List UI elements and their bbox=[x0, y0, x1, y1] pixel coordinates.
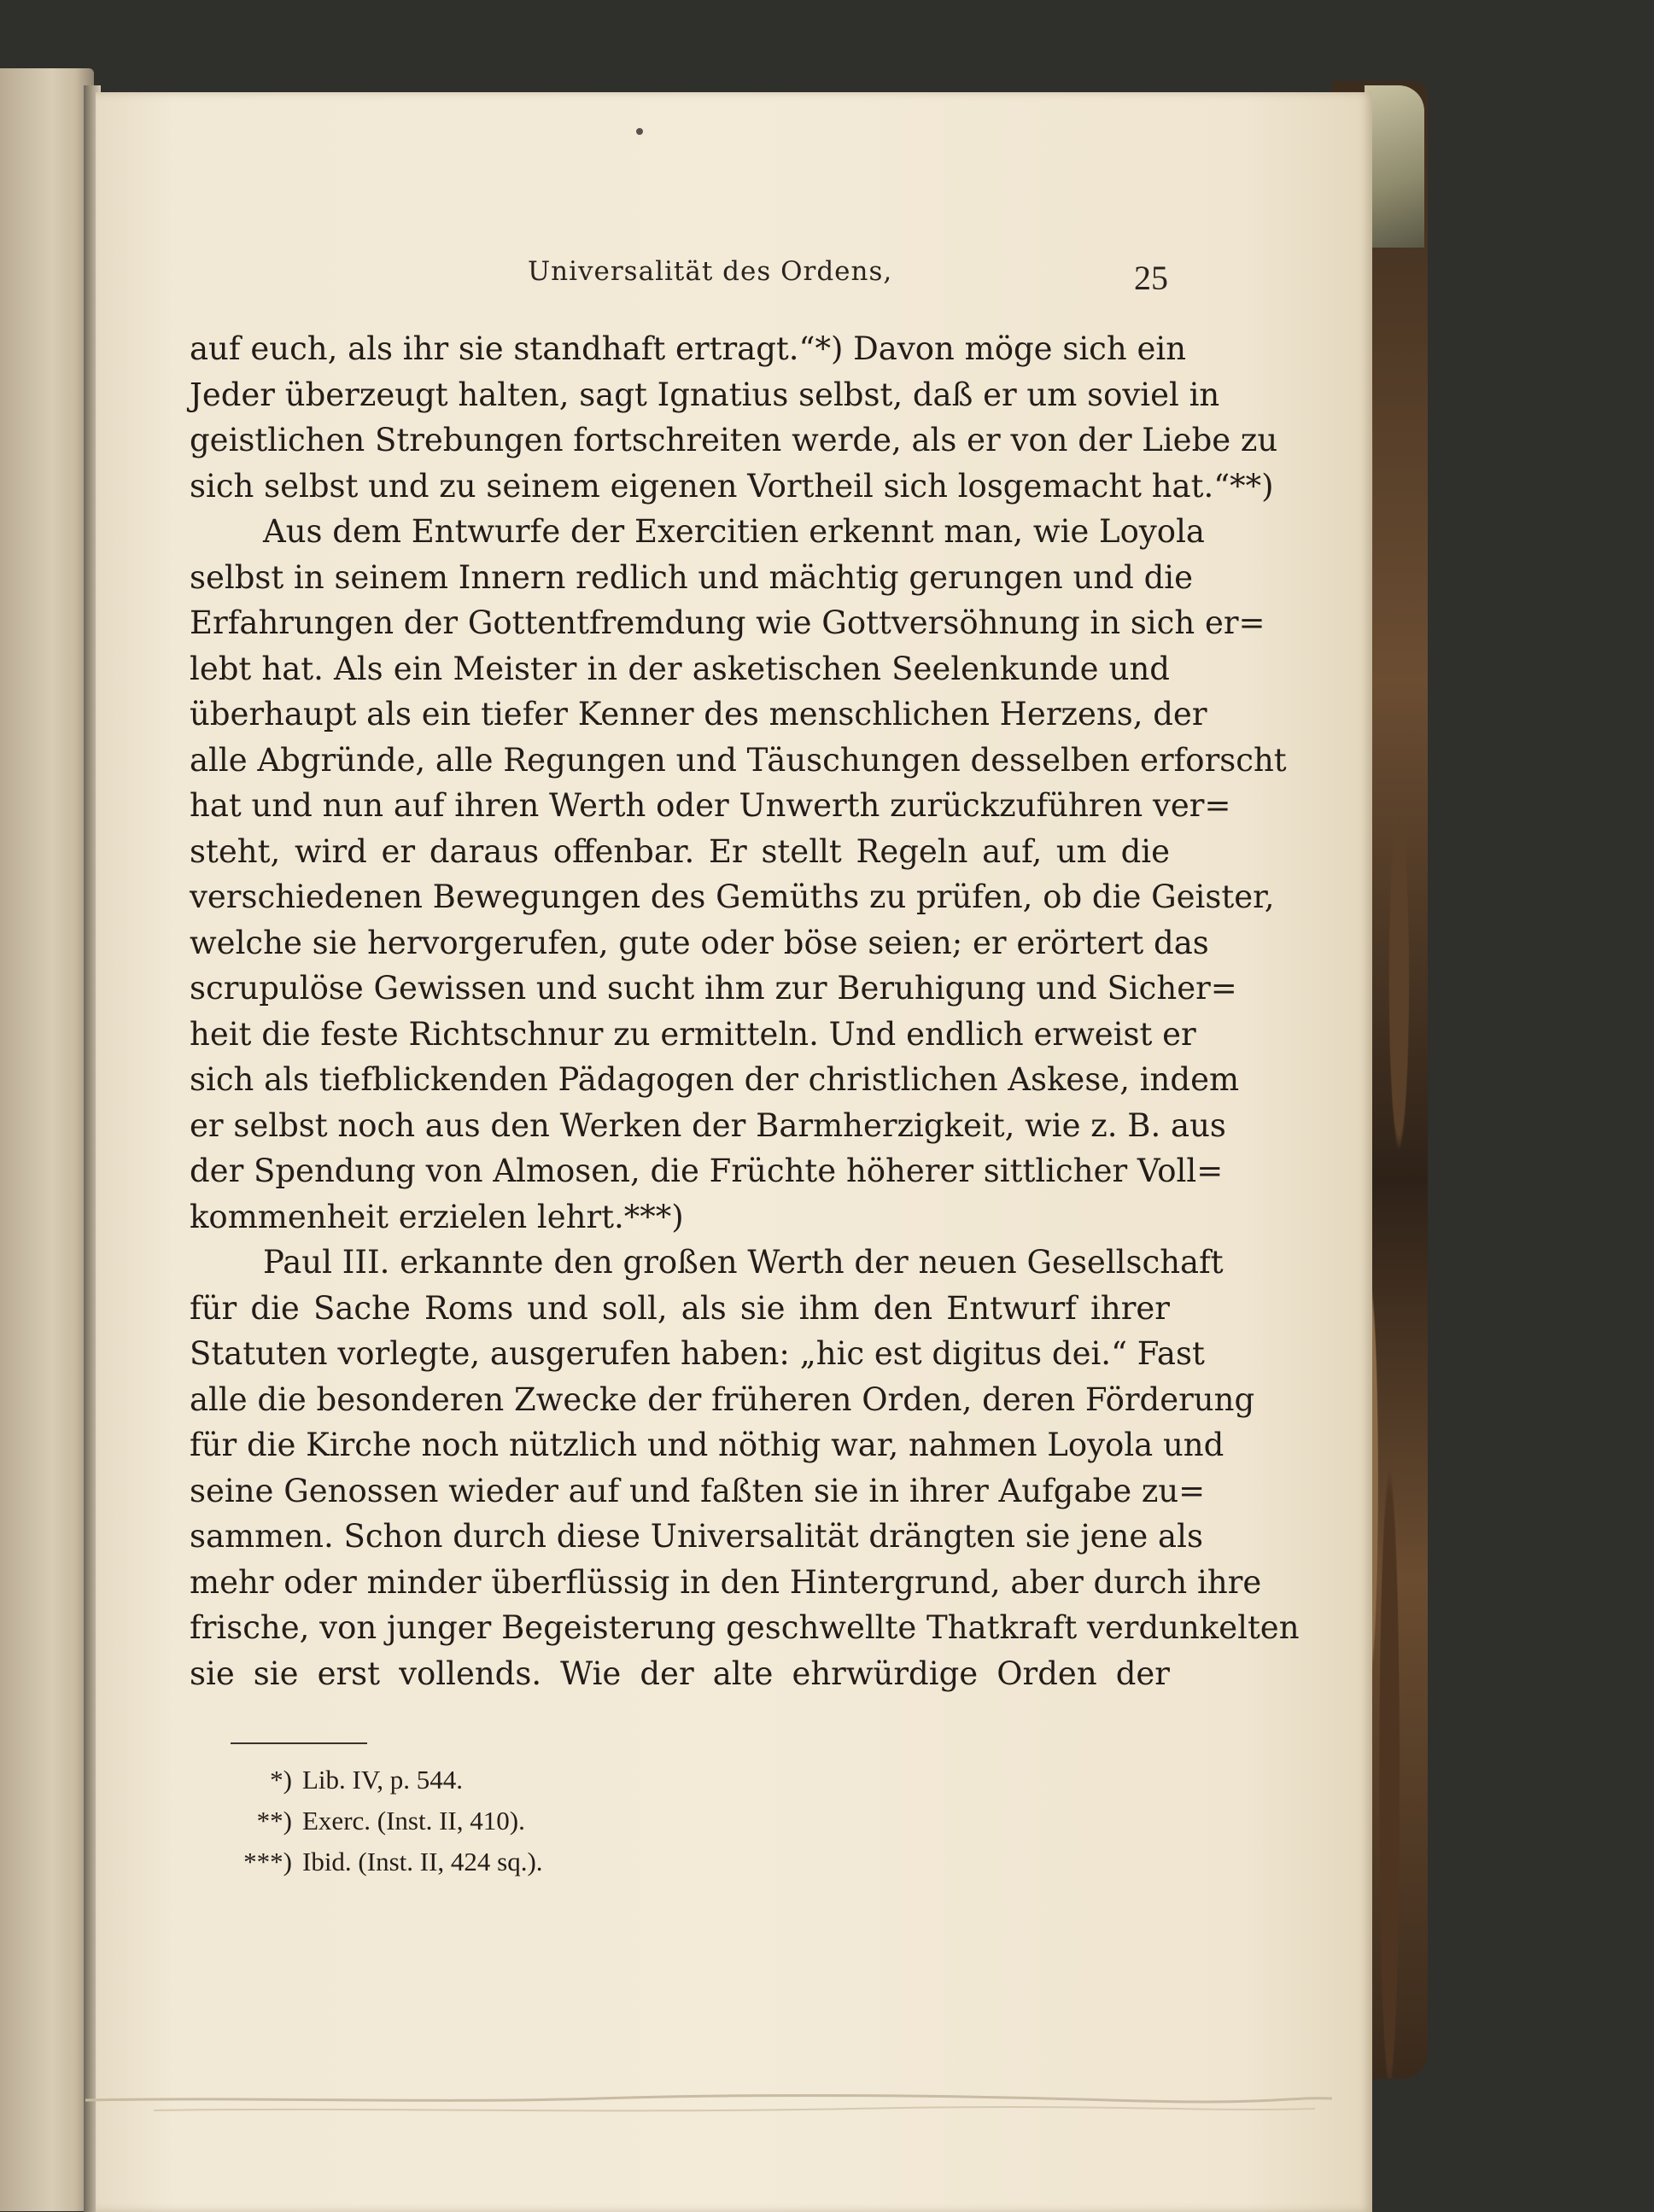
running-header: Universalität des Ordens, bbox=[528, 256, 893, 287]
text-line: sammen. Schon durch diese Universalität drängten sie jene als bbox=[190, 1518, 1203, 1555]
facing-page-edge bbox=[0, 68, 94, 2211]
text-line: sie sie erst vollends. Wie der alte ehrwürdige Orden der bbox=[190, 1655, 1170, 1692]
text-line: steht, wird er daraus offenbar. Er stellt Regeln auf, um die bbox=[190, 832, 1170, 870]
text-line: für die Kirche noch nützlich und nöthig war, nahmen Loyola und bbox=[190, 1427, 1224, 1463]
text-line: welche sie hervorgerufen, gute oder böse seien; er erörtert das bbox=[190, 924, 1209, 961]
text-line: heit die feste Richtschnur zu ermitteln. Und endlich erweist er bbox=[190, 1015, 1196, 1053]
text-line: er selbst noch aus den Werken der Barmherzigkeit, wie z. B. aus bbox=[190, 1106, 1226, 1144]
footnote-rule bbox=[231, 1742, 367, 1744]
footnote-mark: **) bbox=[256, 1806, 292, 1836]
text-line: Jeder überzeugt halten, sagt Ignatius selbst, daß er um soviel in bbox=[190, 376, 1220, 413]
paragraph-start-line: Paul III. erkannte den großen Werth der neuen Gesellschaft bbox=[263, 1244, 1224, 1281]
text-line: überhaupt als ein tiefer Kenner des menschlichen Herzens, der bbox=[190, 696, 1207, 732]
text-line: sich als tiefblickenden Pädagogen der christlichen Askese, indem bbox=[190, 1061, 1240, 1098]
text-line: verschiedenen Bewegungen des Gemüths zu prüfen, ob die Geister, bbox=[190, 878, 1275, 915]
footnote-2 bbox=[241, 1801, 543, 1841]
cover-corner bbox=[1365, 85, 1424, 248]
footnote-text: Ibid. (Inst. II, 424 sq.). bbox=[302, 1847, 543, 1876]
text-line: kommenheit erzielen lehrt.***) bbox=[190, 1198, 684, 1235]
text-line: seine Genossen wieder auf und faßten sie in ihrer Aufgabe zu= bbox=[190, 1472, 1206, 1509]
paragraph-start-line: Aus dem Entwurfe der Exercitien erkennt man, wie Loyola bbox=[263, 513, 1205, 550]
paper-speck bbox=[636, 128, 643, 135]
text-line: frische, von junger Begeisterung geschwellte Thatkraft verdunkelten bbox=[190, 1609, 1300, 1646]
footnote-1 bbox=[241, 1760, 543, 1801]
text-line: hat und nun auf ihren Werth oder Unwerth zurückzuführen ver= bbox=[190, 787, 1231, 824]
text-line: alle die besonderen Zwecke der früheren Orden, deren Förderung bbox=[190, 1380, 1255, 1418]
text-line: auf euch, als ihr sie standhaft ertragt.“*) Davon möge sich ein bbox=[190, 330, 1187, 367]
page-bottom-smudge bbox=[85, 2075, 1332, 2126]
text-line: der Spendung von Almosen, die Früchte höherer sittlicher Voll= bbox=[190, 1153, 1224, 1189]
page-number: 25 bbox=[1134, 259, 1168, 297]
footnotes bbox=[241, 1760, 543, 1882]
footnote-mark: ***) bbox=[243, 1847, 292, 1876]
text-line: alle Abgründe, alle Regungen und Täuschungen desselben erforscht bbox=[190, 741, 1287, 779]
text-line: geistlichen Strebungen fortschreiten werde, als er von der Liebe zu bbox=[190, 422, 1278, 458]
text-line: sich selbst und zu seinem eigenen Vortheil sich losgemacht hat.“**) bbox=[190, 467, 1274, 505]
text-line: selbst in seinem Innern redlich und mächtig gerungen und die bbox=[190, 558, 1194, 596]
footnote-text: Exerc. (Inst. II, 410). bbox=[302, 1806, 525, 1836]
footnote-3 bbox=[241, 1841, 543, 1882]
text-line: Statuten vorlegte, ausgerufen haben: „hic est digitus dei.“ Fast bbox=[190, 1335, 1205, 1372]
text-line: scrupulöse Gewissen und sucht ihm zur Beruhigung und Sicher= bbox=[190, 970, 1237, 1007]
footnote-mark: *) bbox=[270, 1765, 292, 1795]
body-text bbox=[190, 326, 1300, 1696]
footnote-text: Lib. IV, p. 544. bbox=[302, 1765, 464, 1795]
text-line: für die Sache Roms und soll, als sie ihm den Entwurf ihrer bbox=[190, 1289, 1170, 1327]
text-line: mehr oder minder überflüssig in den Hintergrund, aber durch ihre bbox=[190, 1563, 1262, 1601]
text-line: lebt hat. Als ein Meister in der asketischen Seelenkunde und bbox=[190, 650, 1170, 687]
text-line: Erfahrungen der Gottentfremdung wie Gottversöhnung in sich er= bbox=[190, 604, 1265, 641]
